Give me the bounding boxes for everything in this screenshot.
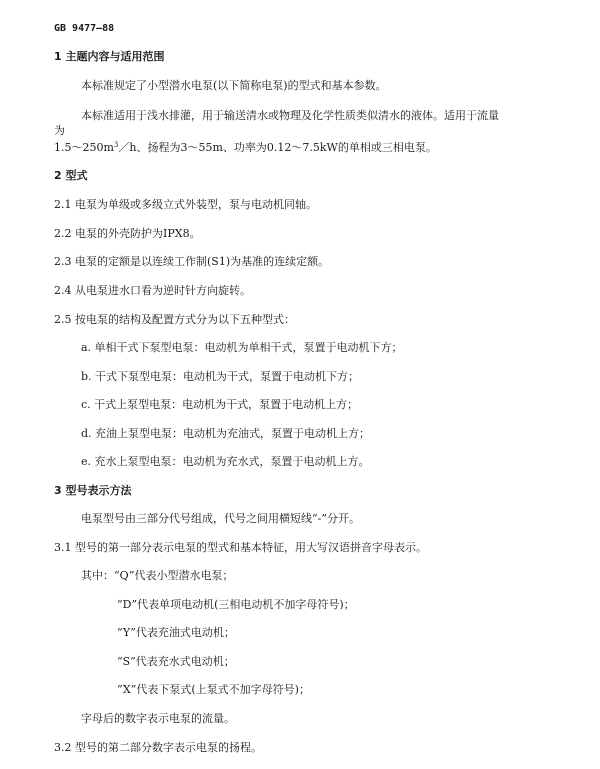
code-x: “X”代表下泵式(上泵式不加字母符号)； [117,683,310,696]
cubic-superscript: 3 [113,141,119,149]
code-q: 其中：“Q”代表小型潜水电泵； [81,569,234,582]
type-d: d. 充油上泵型电泵：电动机为充油式，泵置于电动机上方； [81,427,371,440]
section-3-heading: 3 型号表示方法 [54,484,132,497]
item-2-4: 2.4 从电泵进水口看为逆时针方向旋转。 [54,284,251,297]
section-3-intro: 电泵型号由三部分代号组成，代号之间用横短线“-”分开。 [81,512,360,525]
section-1-paragraph-1: 本标准规定了小型潜水电泵(以下简称电泵)的型式和基本参数。 [81,79,387,92]
type-e: e. 充水上泵型电泵：电动机为充水式，泵置于电动机上方。 [81,455,370,468]
section-1-heading: 1 主题内容与适用范围 [54,50,165,63]
section-1-paragraph-2-line-3 [54,141,437,155]
type-b: b. 干式下泵型电泵：电动机为干式，泵置于电动机下方； [81,370,360,383]
flow-range-text: 1.5～250m [54,141,114,154]
code-d: “D”代表单项电动机(三相电动机不加字母符号)； [117,598,355,611]
code-s: “S”代表充水式电动机； [117,655,235,668]
section-1-paragraph-2-line-2: 为 [54,124,65,137]
item-3-1: 3.1 型号的第一部分表示电泵的型式和基本特征，用大写汉语拼音字母表示。 [54,541,427,554]
type-c: c. 干式上泵型电泵：电动机为干式，泵置于电动机上方； [81,398,359,411]
item-3-2: 3.2 型号的第二部分数字表示电泵的扬程。 [54,741,262,754]
flow-number-note: 字母后的数字表示电泵的流量。 [81,712,235,725]
section-1-paragraph-2-line-1: 本标准适用于浅水排灌，用于输送清水或物理及化学性质类似清水的液体。适用于流量 [81,109,499,122]
type-a: a. 单相干式下泵型电泵：电动机为单相干式，泵置于电动机下方； [81,341,403,354]
section-2-heading: 2 型式 [54,169,88,182]
item-2-3: 2.3 电泵的定额是以连续工作制(S1)为基准的连续定额。 [54,255,330,268]
code-y: “Y”代表充油式电动机； [117,626,235,639]
item-2-2: 2.2 电泵的外壳防护为IPX8。 [54,227,201,240]
standard-number: GB 9477—88 [54,23,115,34]
range-remainder-text: ／h、扬程为3～55m、功率为0.12～7.5kW的单相或三相电泵。 [118,141,437,154]
item-2-1: 2.1 电泵为单级或多级立式外装型，泵与电动机同轴。 [54,198,317,211]
item-2-5: 2.5 按电泵的结构及配置方式分为以下五种型式： [54,313,295,326]
